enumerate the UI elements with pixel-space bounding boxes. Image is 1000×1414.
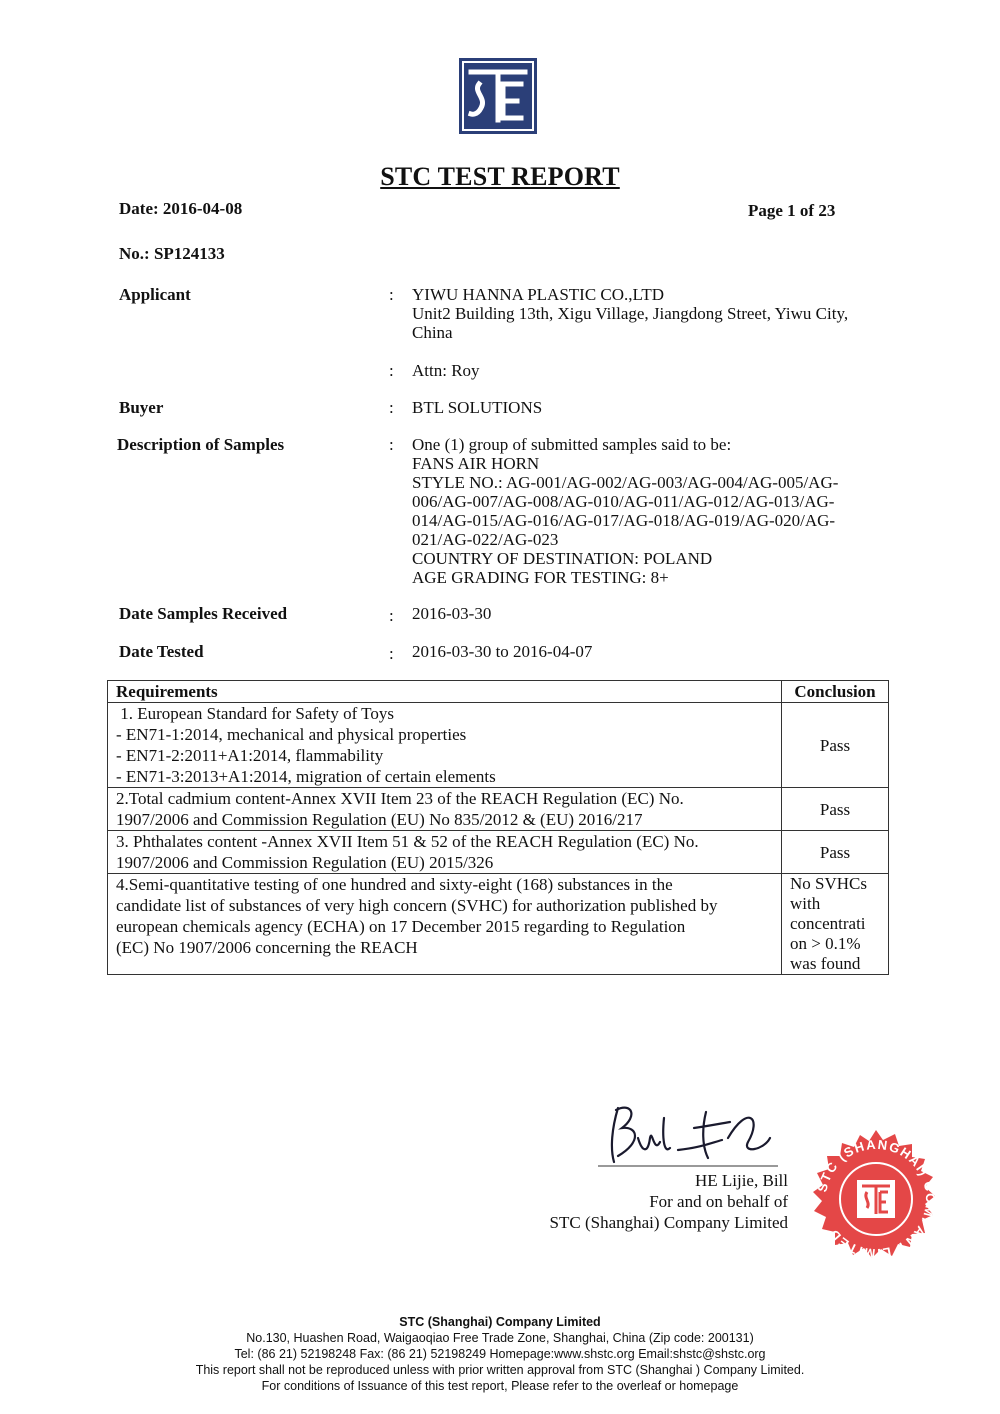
footer-notice: This report shall not be reproduced unless with prior written approval from STC (Shanghai ) Company Limited. [195,1363,805,1377]
description-line: FANS AIR HORN [412,454,540,473]
description-lines [412,435,838,587]
table-row [108,831,889,874]
conclusion-header: Conclusion [782,681,889,703]
requirement-line: candidate list of substances of very high concern (SVHC) for authorization published by [116,896,718,915]
company-seal-icon [805,1128,947,1270]
applicant-address-line1: Unit2 Building 13th, Xigu Village, Jiangdong Street, Yiwu City, [412,304,849,323]
buyer-value: BTL SOLUTIONS [412,398,543,417]
footer-contact: Tel: (86 21) 52198248 Fax: (86 21) 52198249 Homepage:www.shstc.org Email:shstc@shstc.org [234,1347,766,1361]
conclusion-cell: Pass [782,788,889,831]
applicant-name: YIWU HANNA PLASTIC CO.,LTD [412,285,665,304]
table-row [108,703,889,788]
requirement-line: - EN71-1:2014, mechanical and physical properties [116,725,467,744]
colon: : [389,285,394,304]
colon: : [389,644,394,663]
stc-logo-icon [459,58,537,134]
report-title: STC TEST REPORT [380,162,620,191]
report-date: Date: 2016-04-08 [119,199,243,218]
description-label: Description of Samples [117,435,285,454]
description-line: 006/AG-007/AG-008/AG-010/AG-011/AG-012/AG-013/AG- [412,492,835,511]
svg-text:STC (SHANGHAI) COMPANY LIMITED: STC (SHANGHAI) COMPANY LIMITED [814,1136,939,1262]
applicant-attn: Attn: Roy [412,361,480,380]
description-line: 014/AG-015/AG-016/AG-017/AG-018/AG-019/AG-020/AG- [412,511,836,530]
colon: : [389,361,394,380]
page-footer [0,1314,1000,1394]
date-received-value: 2016-03-30 [412,604,492,623]
requirement-cell [108,874,782,975]
signer-name: HE Lijie, Bill [694,1171,788,1190]
colon: : [389,606,394,625]
footer-company: STC (Shanghai) Company Limited [399,1315,601,1329]
requirement-cell [108,703,782,788]
conclusion-line: with [790,894,821,913]
description-line: 021/AG-022/AG-023 [412,530,559,549]
conclusion-line: No SVHCs [790,874,867,893]
description-line: One (1) group of submitted samples said to be: [412,435,732,454]
buyer-label: Buyer [119,398,164,417]
table-row [108,788,889,831]
applicant-label: Applicant [119,285,191,304]
requirement-line: 1. European Standard for Safety of Toys [116,704,394,723]
requirement-line: 2.Total cadmium content-Annex XVII Item 23 of the REACH Regulation (EC) No. [116,789,684,808]
colon: : [389,435,394,454]
conclusion-cell: Pass [782,703,889,788]
report-number: No.: SP124133 [119,244,225,263]
conclusion-line: on > 0.1% [790,934,861,953]
description-line: AGE GRADING FOR TESTING: 8+ [412,568,669,587]
requirement-line: 3. Phthalates content -Annex XVII Item 51 & 52 of the REACH Regulation (EC) No. [116,832,699,851]
signature-block [550,1170,788,1233]
requirement-line: - EN71-2:2011+A1:2014, flammability [116,746,384,765]
signer-behalf: For and on behalf of [649,1192,788,1211]
requirements-header: Requirements [108,681,782,703]
requirement-line: european chemicals agency (ECHA) on 17 December 2015 regarding to Regulation [116,917,686,936]
requirement-line: 1907/2006 and Commission Regulation (EU) No 835/2012 & (EU) 2016/217 [116,810,643,829]
colon: : [389,398,394,417]
requirement-cell [108,788,782,831]
table-header-row [108,681,889,703]
table-row [108,874,889,975]
conclusion-line: concentrati [790,914,866,933]
date-tested-value: 2016-03-30 to 2016-04-07 [412,642,593,661]
footer-notice: For conditions of Issuance of this test report, Please refer to the overleaf or homepage [261,1379,739,1393]
requirement-line: (EC) No 1907/2006 concerning the REACH [116,938,418,957]
page-number: Page 1 of 23 [748,201,836,220]
requirements-table [107,680,889,975]
conclusion-line: was found [790,954,861,973]
handwritten-signature-icon [598,1098,778,1168]
date-tested-label: Date Tested [119,642,204,661]
requirement-line: 4.Semi-quantitative testing of one hundred and sixty-eight (168) substances in the [116,875,673,894]
footer-address: No.130, Huashen Road, Waigaoqiao Free Trade Zone, Shanghai, China (Zip code: 200131) [246,1331,754,1345]
description-line: COUNTRY OF DESTINATION: POLAND [412,549,713,568]
requirement-line: - EN71-3:2013+A1:2014, migration of certain elements [116,767,496,786]
requirement-line: 1907/2006 and Commission Regulation (EU) 2015/326 [116,853,494,872]
signer-company: STC (Shanghai) Company Limited [549,1213,788,1232]
date-received-label: Date Samples Received [119,604,288,623]
description-line: STYLE NO.: AG-001/AG-002/AG-003/AG-004/AG-005/AG- [412,473,839,492]
conclusion-cell: Pass [782,831,889,874]
applicant-address-line2: China [412,323,453,342]
requirement-cell [108,831,782,874]
conclusion-cell [782,874,889,975]
